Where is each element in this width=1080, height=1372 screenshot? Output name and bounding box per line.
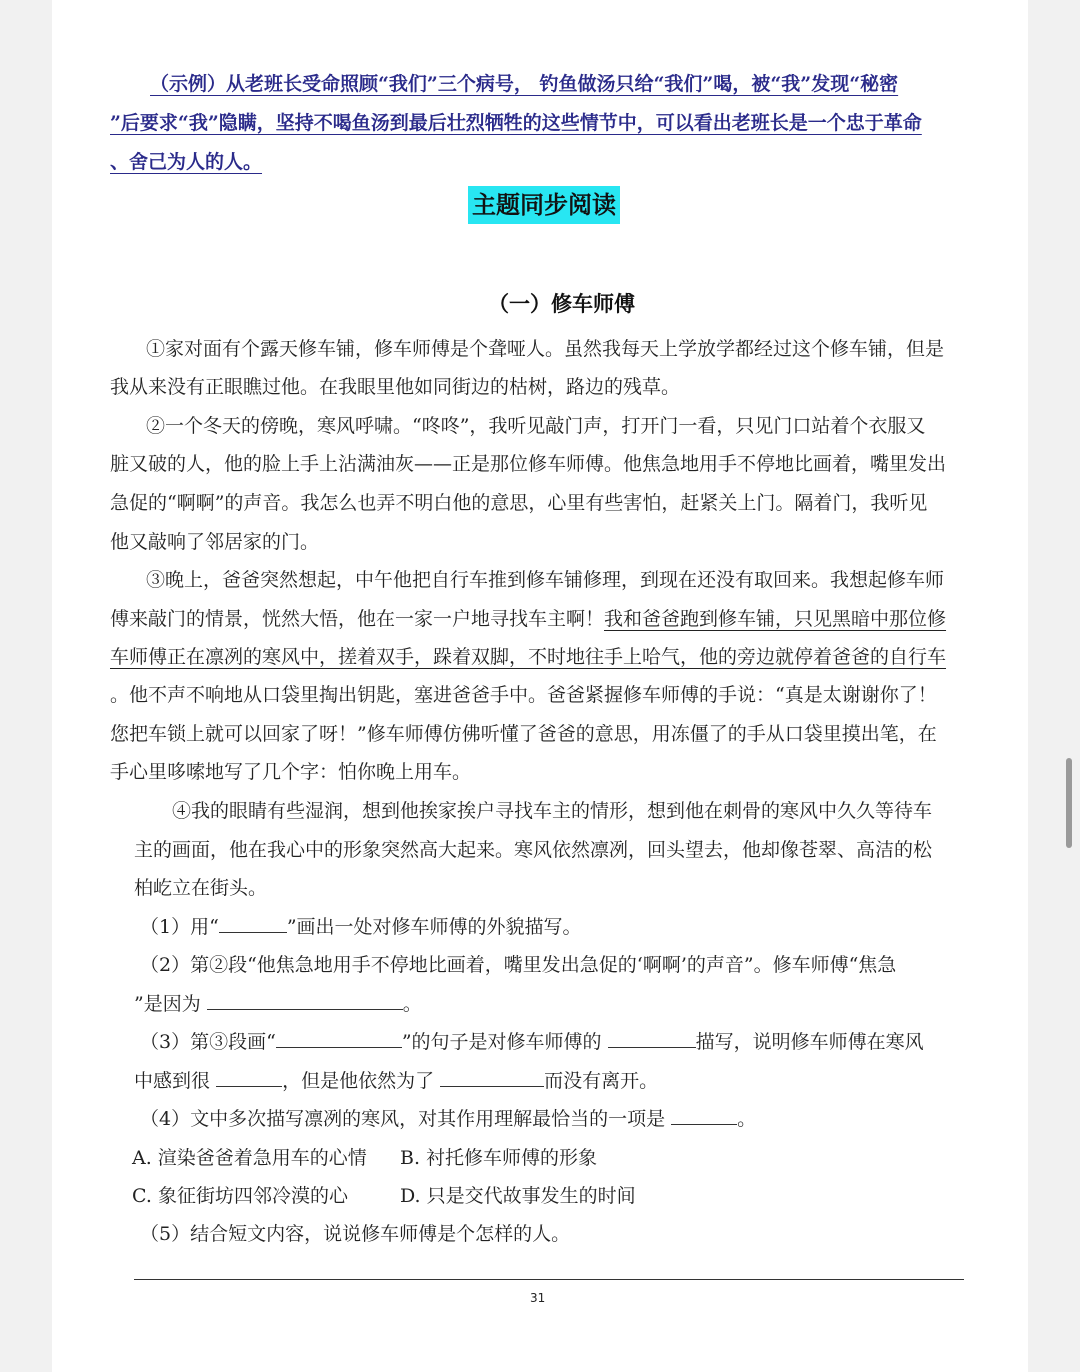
passage-p3-line-1: ③晚上，爸爸突然想起，中午他把自行车推到修车铺修理，到现在还没有取回来。我想起修车师	[146, 569, 945, 591]
section-title: 主题同步阅读	[468, 186, 620, 224]
sample-answer-line-3: 、舍己为人的人。	[110, 151, 263, 173]
passage-p2-line-1: ②一个冬天的傍晚，寒风呼啸。“咚咚”，我听见敲门声，打开门一看，只见门口站着个衣服又	[146, 415, 926, 437]
question-4	[140, 1106, 756, 1132]
passage-p2-line-3: 急促的“啊啊”的声音。我怎么也弄不明白他的意思，心里有些害怕，赶紧关上门。隔着门，我听见	[110, 492, 928, 514]
question-4-suffix: 。	[737, 1108, 757, 1130]
underlined-sentence-part-1: 我和爸爸跑到修车铺，只见黑暗中那位修	[604, 608, 947, 630]
passage-p1-line-1: ①家对面有个露天修车铺，修车师傅是个聋哑人。虽然我每天上学放学都经过这个修车铺，但是	[146, 338, 945, 360]
question-3-part-a: （3）第③段画“	[140, 1031, 276, 1053]
option-d: D. 只是交代故事发生的时间	[400, 1185, 636, 1207]
scrollbar-thumb[interactable]	[1066, 758, 1072, 848]
passage-p3-line-6: 手心里哆嗦地写了几个字：怕你晚上用车。	[110, 761, 472, 783]
passage-p3-line-2-plain: 傅来敲门的情景，恍然大悟，他在一家一户地寻找车主啊！	[110, 608, 605, 630]
option-a: A. 渲染爸爸着急用车的心情	[132, 1147, 367, 1169]
question-2-line-1: （2）第②段“他焦急地用手不停地比画着，嘴里发出急促的‘啊啊’的声音”。修车师傅“焦急	[140, 954, 897, 976]
question-1-suffix: ”画出一处对修车师傅的外貌描写。	[286, 916, 582, 938]
sample-answer-line-1: （示例）从老班长受命照顾“我们”三个病号， 钓鱼做汤只给“我们”喝，被“我”发现“秘密	[150, 73, 899, 95]
question-2-suffix: 。	[402, 993, 422, 1015]
page-number: 31	[530, 1291, 546, 1305]
question-2-prefix: ”是因为	[134, 993, 201, 1015]
sample-answer-line-2: ”后要求“我”隐瞒，坚持不喝鱼汤到最后壮烈牺牲的这些情节中，可以看出老班长是一个忠于革命	[110, 112, 922, 134]
answer-blank-q3-reason[interactable]	[440, 1068, 544, 1087]
answer-blank-q3-sentence[interactable]	[276, 1029, 402, 1048]
question-4-prefix: （4）文中多次描写凛冽的寒风，对其作用理解最恰当的一项是	[140, 1108, 666, 1130]
footer-divider	[134, 1279, 964, 1280]
answer-blank-q1[interactable]	[219, 914, 287, 933]
answer-blank-q2[interactable]	[207, 991, 403, 1010]
passage-p4-line-1: ④我的眼睛有些湿润，想到他挨家挨户寻找车主的情形，想到他在刺骨的寒风中久久等待车	[172, 800, 933, 822]
passage-p2-line-2: 脏又破的人，他的脸上手上沾满油灰——正是那位修车师傅。他焦急地用手不停地比画着，嘴里发出	[110, 453, 947, 475]
underlined-sentence-part-2: 车师傅正在凛冽的寒风中，搓着双手，跺着双脚，不时地往手上哈气，他的旁边就停着爸爸的自行车	[110, 646, 947, 668]
question-2-line-2	[134, 991, 422, 1017]
answer-blank-q4[interactable]	[671, 1106, 737, 1125]
passage-p4-line-2: 主的画面，他在我心中的形象突然高大起来。寒风依然凛冽，回头望去，他却像苍翠、高洁的松	[134, 839, 933, 861]
passage-p2-line-4: 他又敲响了邻居家的门。	[110, 531, 320, 553]
passage-p1-line-2: 我从来没有正眼瞧过他。在我眼里他如同街边的枯树，路边的残草。	[110, 376, 681, 398]
question-1-prefix: （1）用“	[140, 916, 219, 938]
question-3-part-f: 而没有离开。	[544, 1070, 659, 1092]
story-title: （一）修车师傅	[488, 292, 635, 316]
answer-blank-q3-feeling[interactable]	[216, 1068, 282, 1087]
question-3-part-c: 描写，说明修车师傅在寒风	[695, 1031, 924, 1053]
passage-p3-line-5: 您把车锁上就可以回家了呀！”修车师傅仿佛听懂了爸爸的意思，用冻僵了的手从口袋里摸出笔，在	[110, 723, 937, 745]
question-3-part-b: ”的句子是对修车师傅的	[401, 1031, 602, 1053]
answer-blank-q3-type[interactable]	[608, 1029, 696, 1048]
question-3-part-e: ，但是他依然为了	[282, 1070, 435, 1092]
question-1	[140, 914, 582, 940]
passage-p3-line-4: 。他不声不响地从口袋里掏出钥匙，塞进爸爸手中。爸爸紧握修车师傅的手说：“真是太谢谢你了！	[110, 684, 937, 706]
option-c: C. 象征街坊四邻冷漠的心	[132, 1185, 348, 1207]
question-3-part-d: 中感到很	[134, 1070, 211, 1092]
question-3-line-2	[134, 1068, 658, 1094]
passage-p3-line-2	[110, 606, 946, 632]
question-5: （5）结合短文内容，说说修车师傅是个怎样的人。	[140, 1223, 571, 1245]
question-3-line-1	[140, 1029, 924, 1055]
option-b: B. 衬托修车师傅的形象	[400, 1147, 598, 1169]
passage-p4-line-3: 柏屹立在街头。	[134, 877, 268, 899]
